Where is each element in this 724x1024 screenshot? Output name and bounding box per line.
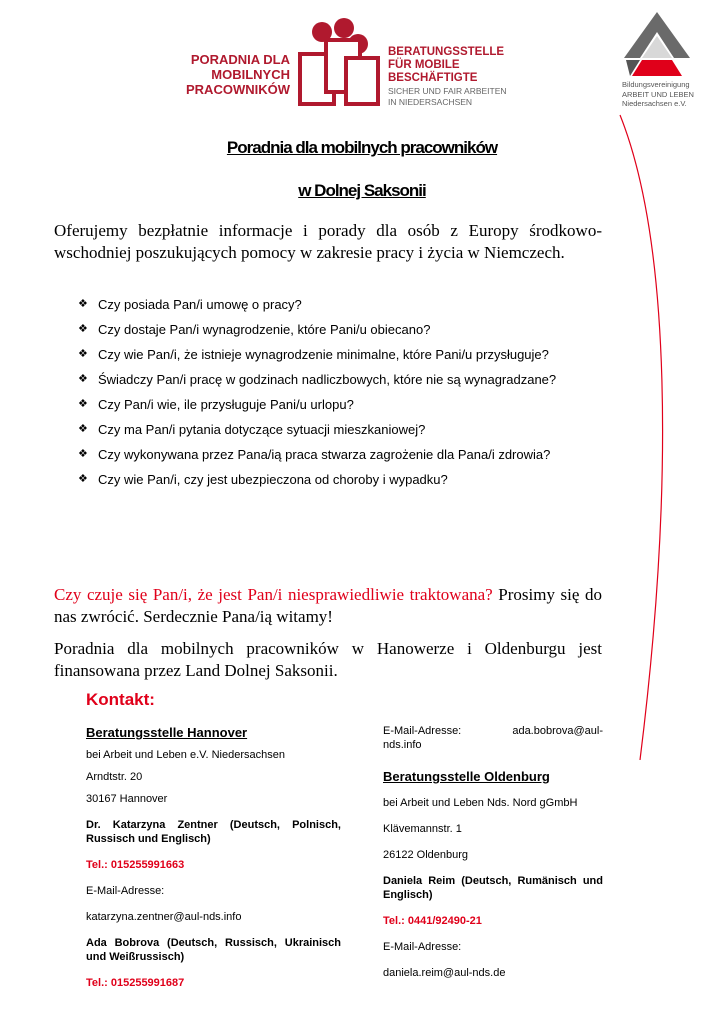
- appeal-paragraph: [54, 584, 602, 628]
- hannover-email2-row: [383, 724, 603, 738]
- list-item: [78, 442, 558, 467]
- logo-german-text: [388, 46, 528, 85]
- hannover-org: bei Arbeit und Leben e.V. Niedersachsen: [86, 749, 285, 761]
- logo-de-line: FÜR MOBILE: [388, 59, 460, 71]
- logo-pl-line: PRACOWNIKÓW: [186, 82, 290, 97]
- logo-german-subtext: [388, 86, 528, 108]
- appeal-rest: Prosimy się do nas zwrócić. Serdecznie Pana/ią witamy!: [54, 585, 603, 626]
- corner-line: Niedersachsen e.V.: [622, 99, 687, 108]
- hannover-person2: Ada Bobrova (Deutsch, Russisch, Ukrainisch und Weißrussisch): [86, 937, 341, 963]
- corner-org-name: [622, 80, 712, 109]
- logo-de-line: BESCHÄFTIGTE: [388, 72, 478, 84]
- hannover-tel2: Tel.: 015255991687: [86, 977, 185, 989]
- hannover-tel1: Tel.: 015255991663: [86, 859, 185, 871]
- hannover-email2-part2[interactable]: nds.info: [383, 739, 422, 751]
- hannover-email1[interactable]: katarzyna.zentner@aul-nds.info: [86, 911, 242, 923]
- diamond-bullet-icon: ❖: [78, 473, 88, 485]
- logo-de-line: BERATUNGSSTELLE: [388, 46, 505, 58]
- question-text: Czy Pan/i wie, ile przysługuje Pani/u urlopu?: [98, 397, 354, 412]
- appeal-question: Czy czuje się Pan/i, że jest Pan/i niesprawiedliwie traktowana?: [54, 585, 493, 604]
- hannover-person1: Dr. Katarzyna Zentner (Deutsch, Polnisch, Russisch und Englisch): [86, 819, 341, 845]
- logo-sub-line: SICHER UND FAIR ARBEITEN: [388, 86, 507, 96]
- contact-heading: Kontakt:: [86, 690, 155, 709]
- list-item: [78, 467, 558, 492]
- hannover-heading: Beratungsstelle Hannover: [86, 725, 248, 740]
- list-item: [78, 317, 558, 342]
- diamond-bullet-icon: ❖: [78, 298, 88, 310]
- oldenburg-street: Klävemannstr. 1: [383, 823, 462, 835]
- list-item: [78, 292, 558, 317]
- diamond-bullet-icon: ❖: [78, 398, 88, 410]
- question-text: Czy wie Pan/i, że istnieje wynagrodzenie minimalne, które Pani/u przysługuje?: [98, 347, 549, 362]
- logo-pl-line: MOBILNYCH: [211, 67, 290, 82]
- oldenburg-person: Daniela Reim (Deutsch, Rumänisch und Englisch): [383, 875, 603, 901]
- people-emblem-icon: [292, 18, 384, 108]
- question-text: Świadczy Pan/i pracę w godzinach nadliczbowych, które nie są wynagradzane?: [98, 372, 557, 387]
- question-text: Czy posiada Pan/i umowę o pracy?: [98, 297, 302, 312]
- oldenburg-email-label: E-Mail-Adresse:: [383, 941, 462, 953]
- list-item: [78, 417, 558, 442]
- corner-line: Bildungsvereinigung: [622, 80, 690, 89]
- question-text: Czy wie Pan/i, czy jest ubezpieczona od choroby i wypadku?: [98, 472, 448, 487]
- oldenburg-email[interactable]: daniela.reim@aul-nds.de: [383, 967, 506, 979]
- hannover-email2-part1[interactable]: ada.bobrova@aul-: [512, 725, 603, 737]
- logo-sub-line: IN NIEDERSACHSEN: [388, 97, 473, 107]
- logo-pl-line: PORADNIA DLA: [190, 52, 290, 67]
- diamond-bullet-icon: ❖: [78, 373, 88, 385]
- hannover-email-label1: E-Mail-Adresse:: [86, 885, 165, 897]
- list-item: [78, 392, 558, 417]
- funding-paragraph: Poradnia dla mobilnych pracowników w Hanowerze i Oldenburgu jest finansowana przez Land Dolnej Saksonii.: [54, 639, 602, 680]
- diamond-bullet-icon: ❖: [78, 448, 88, 460]
- question-text: Czy wykonywana przez Pana/ią praca stwarza zagrożenie dla Pana/i zdrowia?: [98, 447, 551, 462]
- hannover-city: 30167 Hannover: [86, 793, 168, 805]
- oldenburg-city: 26122 Oldenburg: [383, 849, 469, 861]
- arbeit-und-leben-logo-icon: [622, 10, 692, 80]
- question-text: Czy dostaje Pan/i wynagrodzenie, które Pani/u obiecano?: [98, 322, 431, 337]
- diamond-bullet-icon: ❖: [78, 423, 88, 435]
- hannover-contact: [86, 726, 341, 998]
- oldenburg-contact: [383, 724, 603, 988]
- page-title-line1: Poradnia dla mobilnych pracowników: [226, 138, 498, 157]
- intro-paragraph: Oferujemy bezpłatnie informacje i porady dla osób z Europy środkowo-wschodniej poszukujących pomocy w zakresie pracy i życia w Niemczech.: [54, 221, 602, 262]
- diamond-bullet-icon: ❖: [78, 323, 88, 335]
- oldenburg-heading: Beratungsstelle Oldenburg: [383, 769, 550, 784]
- list-item: [78, 342, 558, 367]
- oldenburg-org: bei Arbeit und Leben Nds. Nord gGmbH: [383, 797, 578, 809]
- list-item: [78, 367, 558, 392]
- question-text: Czy ma Pan/i pytania dotyczące sytuacji mieszkaniowej?: [98, 422, 426, 437]
- logo-polish-text: [182, 52, 290, 97]
- hannover-street: Arndtstr. 20: [86, 771, 143, 783]
- page-title-line2: w Dolnej Saksonii: [298, 181, 426, 200]
- question-list: [78, 292, 558, 492]
- corner-line: ARBEIT UND LEBEN: [622, 89, 694, 99]
- hannover-email-label2: E-Mail-Adresse:: [383, 725, 462, 737]
- oldenburg-tel: Tel.: 0441/92490-21: [383, 915, 482, 927]
- diamond-bullet-icon: ❖: [78, 348, 88, 360]
